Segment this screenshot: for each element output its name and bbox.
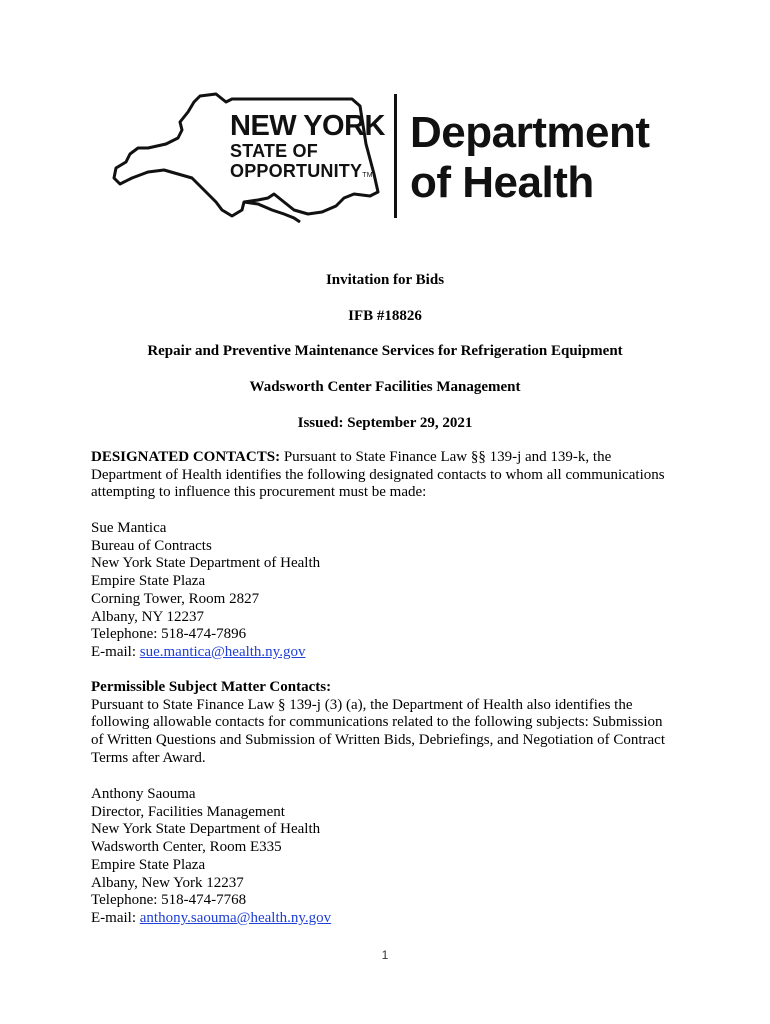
designated-contacts-heading: DESIGNATED CONTACTS: [91,449,281,465]
logo-department: Department [410,108,650,157]
contact-room: Corning Tower, Room 2827 [91,590,260,607]
contact-email-line: E-mail: anthony.saouma@health.ny.gov [91,909,332,926]
designated-contacts-line1: DESIGNATED CONTACTS: Pursuant to State Finance Law §§ 139-j and 139-k, the [91,449,612,465]
nys-doh-logo [108,88,668,223]
logo-state-of: STATE OF [230,141,318,161]
contact-city: Albany, NY 12237 [91,608,205,625]
contact-plaza: Empire State Plaza [91,573,206,590]
contact-anthony-saouma [91,786,681,928]
contact-plaza: Empire State Plaza [91,856,206,873]
permissible-line2: following allowable contacts for communications related to the following subjects: Submission [91,714,663,731]
designated-contacts-line2: Department of Health identifies the following designated contacts to whom all communications [91,466,665,483]
contact-sue-mantica [91,520,681,662]
bid-subject: Repair and Preventive Maintenance Services for Refrigeration Equipment [147,343,623,359]
contact-city: Albany, New York 12237 [91,874,244,891]
permissible-line3: of Written Questions and Submission of Written Bids, Debriefings, and Negotiation of Contract [91,732,665,749]
logo-divider [394,94,397,218]
permissible-contacts-paragraph [91,679,681,768]
logo-of-health: of Health [410,158,594,207]
issuing-unit: Wadsworth Center Facilities Management [249,379,521,395]
contact-telephone: Telephone: 518-474-7768 [91,892,247,909]
contact-telephone: Telephone: 518-474-7896 [91,626,247,643]
email-link-sue[interactable]: sue.mantica@health.ny.gov [139,643,306,660]
document-title: Invitation for Bids [325,272,445,288]
permissible-contacts-heading: Permissible Subject Matter Contacts: [91,679,332,695]
department-of-health-wordmark [410,108,650,208]
issued-date: Issued: September 29, 2021 [297,415,473,431]
contact-bureau: Bureau of Contracts [91,537,212,554]
logo-new-york: NEW YORK [230,110,385,142]
contact-department: New York State Department of Health [91,821,321,838]
contact-title: Director, Facilities Management [91,803,285,820]
designated-contacts-paragraph [91,449,681,502]
email-link-anthony[interactable]: anthony.saouma@health.ny.gov [139,909,332,926]
contact-email-line: E-mail: sue.mantica@health.ny.gov [91,643,306,660]
logo-opportunity: OPPORTUNITYTM [230,161,373,181]
contact-department: New York State Department of Health [91,555,321,572]
ny-state-of-opportunity-wordmark [230,111,385,186]
designated-contacts-line3: attempting to influence this procurement must be made: [91,484,427,501]
permissible-line1: Pursuant to State Finance Law § 139-j (3) (a), the Department of Health also identifies the [91,696,633,713]
contact-name: Anthony Saouma [91,786,196,802]
page-number: 1 [381,948,389,962]
contact-room: Wadsworth Center, Room E335 [91,839,282,856]
ifb-number: IFB #18826 [348,308,422,324]
contact-name: Sue Mantica [91,520,167,536]
trademark-mark: TM [362,172,373,179]
permissible-line4: Terms after Award. [91,749,206,766]
